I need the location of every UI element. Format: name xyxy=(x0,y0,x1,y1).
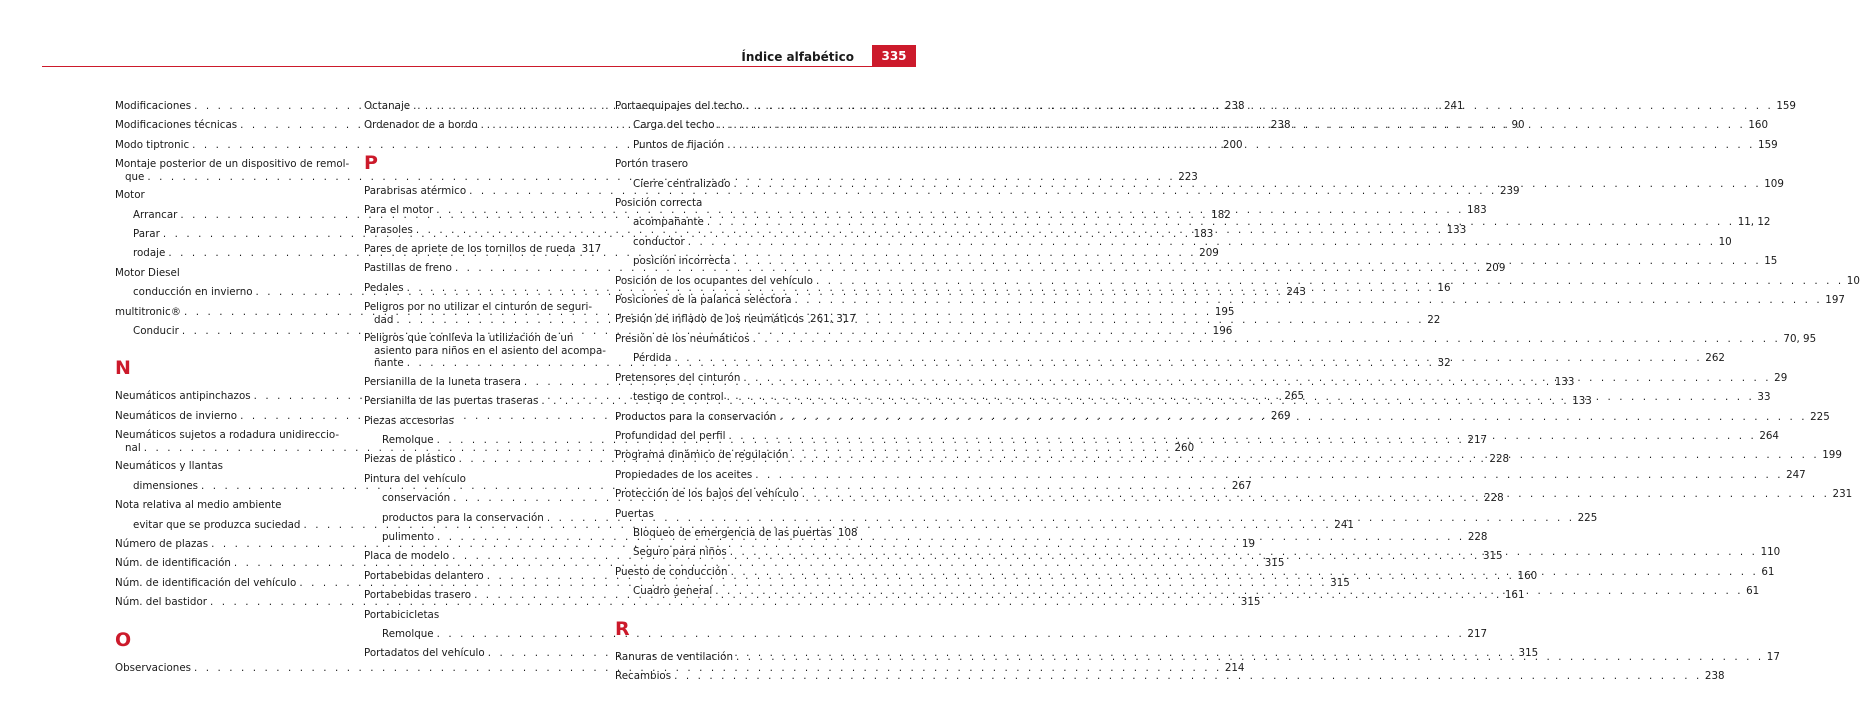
page-number: 335 xyxy=(881,49,907,63)
index-entry-row xyxy=(615,310,856,329)
index-page-ref: 183 xyxy=(1467,204,1487,217)
index-entry-text-line: Montaje posterior de un dispositivo de remol- xyxy=(115,158,350,171)
index-page-ref: 133 xyxy=(1572,395,1592,408)
index-page-ref: 61 xyxy=(1746,585,1760,598)
index-entry-text: productos para la conservación xyxy=(382,511,544,524)
index-page-ref: 209 xyxy=(1199,247,1219,260)
index-entry-text: Octanaje xyxy=(364,100,411,112)
index-entry-row xyxy=(382,625,1488,644)
index-entry-text: Profundidad del perfil xyxy=(615,429,726,442)
index-page-ref: 109 xyxy=(1764,177,1784,190)
leader-dots xyxy=(733,175,1761,194)
index-page-ref: 61 xyxy=(1761,565,1775,578)
index-entry-row xyxy=(115,441,1195,455)
index-page-ref: 159 xyxy=(1776,100,1796,112)
index-entry-text: conservación xyxy=(382,492,451,505)
leader-dots xyxy=(816,272,1844,291)
index-page-ref: 90 xyxy=(1511,119,1525,132)
index-entry-text: Núm. de identificación xyxy=(115,557,231,570)
index-entry-text: Cierre centralizado xyxy=(633,177,731,190)
index-entry-text: Portabebidas delantero xyxy=(364,569,484,582)
index-page-ref: 225 xyxy=(1810,410,1830,423)
index-heading: Neumáticos y llantas xyxy=(115,460,224,473)
index-page-ref: 16 xyxy=(1437,281,1451,294)
index-heading: Piezas accesorias xyxy=(364,414,454,427)
index-entry-text: Modo tiptronic xyxy=(115,138,190,151)
index-page-ref: 238 xyxy=(1224,100,1245,112)
index-page-ref: 11, 12 xyxy=(1737,216,1771,229)
index-page-ref: 161 xyxy=(1504,589,1525,602)
leader-dots xyxy=(727,136,1755,155)
index-page-ref: 17 xyxy=(1766,650,1780,663)
index-entry-text: rodaje xyxy=(133,247,166,260)
leader-dots xyxy=(437,625,1465,644)
leader-dots xyxy=(674,667,1702,686)
index-heading: Portón trasero xyxy=(615,158,689,171)
index-entry-text: Cuadro general xyxy=(633,585,713,598)
index-page-ref: 264 xyxy=(1759,429,1779,442)
index-page-ref: 315 xyxy=(1264,557,1285,570)
index-page-ref: 217 xyxy=(1467,628,1488,641)
index-page-ref: 217 xyxy=(1467,433,1488,446)
index-page-ref: 29 xyxy=(1774,371,1788,384)
index-page-ref: 315 xyxy=(1482,550,1503,563)
leader-dots xyxy=(729,427,1757,446)
leader-dots xyxy=(746,97,1774,116)
index-subentry xyxy=(615,524,858,543)
index-entry-text-line: asiento para niños en el asiento del acompa- xyxy=(374,344,606,357)
index-entry xyxy=(615,310,856,329)
leader-dots xyxy=(731,563,1759,582)
index-heading: Puertas xyxy=(615,507,654,520)
index-entry-text-cont: dad xyxy=(374,313,394,326)
index-entry-text: Portadatos del vehículo xyxy=(364,647,485,660)
index-page-ref: 269 xyxy=(1270,409,1291,422)
index-entry-text: acompañante xyxy=(633,216,704,229)
index-entry-text: Remolque xyxy=(382,433,434,446)
index-entry-text: Parabrisas atérmico xyxy=(364,184,467,197)
index-entry-text: Puntos de fijación xyxy=(633,138,725,151)
index-entry-text: Remolque xyxy=(382,628,434,641)
index-page-ref: 238 xyxy=(1704,669,1725,682)
leader-dots xyxy=(733,252,1761,271)
index-page-ref: 315 xyxy=(1518,647,1539,660)
index-page-ref: 10 xyxy=(1718,235,1732,248)
index-entry-text: Pedales xyxy=(364,281,404,294)
leader-dots xyxy=(779,408,1807,427)
index-entry-text: Portaequipajes del techo xyxy=(615,100,743,112)
index-entry xyxy=(615,466,1806,485)
section-letter: O xyxy=(115,628,132,651)
index-page-ref: 32 xyxy=(1437,357,1451,370)
index-entry-text: Protección de los bajos del vehículo xyxy=(615,488,799,501)
leader-dots xyxy=(715,582,1743,601)
index-heading: Portabicicletas xyxy=(364,608,440,621)
index-page-ref: 315 xyxy=(1330,576,1350,589)
index-page-ref: 317 xyxy=(581,243,602,256)
header-rule xyxy=(42,66,872,67)
index-entry-text: Productos para la conservación xyxy=(615,410,777,423)
index-page-ref: 223 xyxy=(1178,170,1198,183)
index-entry-text: Placa de modelo xyxy=(364,550,450,563)
index-entry-row xyxy=(633,524,858,543)
index-entry-text: Para el motor xyxy=(364,204,434,217)
leader-dots xyxy=(795,291,1823,310)
index-entry-text: Posiciones de la palanca selectora xyxy=(615,294,792,307)
header-title: Índice alfabético xyxy=(741,50,854,64)
index-page-ref: 262 xyxy=(1705,352,1725,365)
index-page-ref: 260 xyxy=(1174,441,1195,454)
index-entry-text: Portabebidas trasero xyxy=(364,589,472,602)
index-entry-text: Persianilla de la luneta trasera xyxy=(364,375,521,388)
index-heading: Pintura del vehículo xyxy=(364,472,466,485)
index-entry-text: pulimento xyxy=(382,531,435,543)
index-page-ref: 315 xyxy=(1240,596,1261,609)
index-entry-text: testigo de control xyxy=(633,391,724,404)
index-entry-text: dimensiones xyxy=(133,479,199,492)
leader-dots xyxy=(396,314,1424,326)
leader-dots xyxy=(718,116,1746,135)
index-page-ref: 261, 317 xyxy=(810,313,856,326)
index-page-ref: 238 xyxy=(1270,119,1291,132)
index-entry-text: Observaciones xyxy=(115,661,192,674)
index-page-ref: 231 xyxy=(1832,488,1853,501)
index-entry-text: Núm. del bastidor xyxy=(115,596,207,609)
index-page-ref: 22 xyxy=(1427,313,1441,326)
index-entry-text: Pretensores del cinturón xyxy=(615,371,741,384)
index-entry-text: Número de plazas xyxy=(115,537,209,550)
index-entry-text-cont: nal xyxy=(125,441,141,454)
index-page-ref: 241 xyxy=(1334,518,1354,531)
index-page-ref: 15 xyxy=(1764,255,1778,268)
index-entry-text: Modificaciones técnicas xyxy=(115,119,238,132)
index-page-ref: 108 xyxy=(837,526,858,539)
index-entry-text: Pérdida xyxy=(633,352,672,365)
index-page-ref: 196 xyxy=(1212,325,1233,338)
index-page-ref: 265 xyxy=(1284,390,1305,403)
leader-dots xyxy=(743,369,1771,388)
index-heading: Nota relativa al medio ambiente xyxy=(115,499,282,512)
index-entry-text-line: Peligros que conlleva la utilización de un xyxy=(364,332,574,345)
index-page-ref: 228 xyxy=(1467,531,1488,543)
index-page-ref: 19 xyxy=(1241,537,1256,550)
index-entry-text: Pares de apriete de los tornillos de rueda xyxy=(364,243,576,256)
index-entry-text: Piezas de plástico xyxy=(364,453,456,466)
index-entry xyxy=(364,240,601,259)
index-page-ref: 200 xyxy=(1222,138,1243,151)
index-entry-text: evitar que se produzca suciedad xyxy=(133,518,301,531)
section-letter: N xyxy=(115,357,131,380)
index-page-ref: 10 xyxy=(1846,274,1860,287)
page-number-badge xyxy=(872,45,916,67)
index-heading: Posición correcta xyxy=(615,197,703,210)
index-page-ref: 239 xyxy=(1499,184,1520,197)
index-page-ref: 195 xyxy=(1214,305,1235,318)
leader-dots xyxy=(753,330,1781,349)
index-entry-text: Neumáticos antipinchazos xyxy=(115,390,251,403)
index-page-ref: 197 xyxy=(1825,294,1845,307)
index-entry-text: Núm. de identificación del vehículo xyxy=(115,576,297,589)
index-page-ref: 110 xyxy=(1760,546,1781,559)
index-entry-text: Programa dinámico de regulación xyxy=(615,449,789,462)
index-page-ref: 160 xyxy=(1748,119,1768,132)
index-page-ref: 70, 95 xyxy=(1783,332,1817,345)
index-page-ref: 209 xyxy=(1485,262,1506,275)
index-entry-text-cont: que xyxy=(125,170,145,183)
index-entry-text: Arrancar xyxy=(133,208,178,221)
leader-dots xyxy=(730,543,1758,562)
leader-dots xyxy=(727,388,1755,407)
index-page-ref: 133 xyxy=(1446,223,1467,236)
index-entry-text: multitronic® xyxy=(115,305,182,318)
index-entry-row xyxy=(364,240,601,259)
index-entry-row xyxy=(615,466,1806,485)
index-page-ref: 199 xyxy=(1822,449,1842,462)
index-entry-text: Ranuras de ventilación xyxy=(615,650,733,663)
index-entry-text: Presión de inflado de los neumáticos xyxy=(615,313,805,326)
index-page-ref: 228 xyxy=(1483,492,1504,505)
index-entry-text: Conducir xyxy=(133,325,179,338)
index-page-ref: 267 xyxy=(1231,479,1252,492)
index-entry-text: conductor xyxy=(633,235,685,248)
leader-dots xyxy=(736,648,1764,667)
index-entry-text-cont: ñante xyxy=(374,357,404,370)
index-entry-text: Carga del techo xyxy=(633,119,715,132)
leader-dots xyxy=(707,213,1735,232)
index-entry-text: Puesto de conducción xyxy=(615,565,728,578)
index-entry-text: Neumáticos de invierno xyxy=(115,409,238,422)
index-heading: Motor xyxy=(115,189,145,202)
index-entry-text: Parar xyxy=(133,228,160,241)
index-page-ref: 160 xyxy=(1517,569,1538,582)
index-entry-text: Modificaciones xyxy=(115,100,192,112)
index-page-ref: 182 xyxy=(1211,208,1231,221)
index-entry-text: posición incorrecta xyxy=(633,255,731,268)
index-entry-text: Persianilla de las puertas traseras xyxy=(364,395,539,408)
index-page-ref: 241 xyxy=(1443,100,1464,112)
index-page-ref: 225 xyxy=(1577,511,1598,524)
index-page-ref: 183 xyxy=(1193,228,1214,241)
index-heading: Motor Diesel xyxy=(115,266,180,279)
index-page-ref: 133 xyxy=(1554,375,1575,388)
index-entry-text: Presión de los neumáticos xyxy=(615,332,750,345)
index-entry-text: conducción en invierno xyxy=(133,286,253,299)
leader-dots xyxy=(755,466,1783,485)
index-entry-text: Seguro para niños xyxy=(633,546,727,559)
leader-dots xyxy=(802,485,1830,504)
index-entry-text: Pastillas de freno xyxy=(364,262,452,275)
index-entry-text: Propiedades de los aceites xyxy=(615,468,753,481)
index-entry-text-line: Peligros por no utilizar el cinturón de seguri- xyxy=(364,301,593,314)
index-entry-text: Parasoles xyxy=(364,223,413,236)
leader-dots xyxy=(674,349,1702,368)
index-entry-text: Bloqueo de emergencia de las puertas xyxy=(633,526,832,539)
section-letter: P xyxy=(364,151,378,174)
index-page-ref: 33 xyxy=(1757,391,1771,404)
index-entry-text: Ordenador de a bordo xyxy=(364,119,478,132)
leader-dots xyxy=(688,233,1716,252)
index-page-ref: 228 xyxy=(1489,453,1510,466)
index-page-ref: 243 xyxy=(1286,286,1306,299)
index-subentry xyxy=(364,625,1488,644)
section-letter: R xyxy=(615,617,630,640)
leader-dots xyxy=(791,446,1819,465)
index-entry-text-line: Neumáticos sujetos a rodadura unidireccio- xyxy=(115,429,340,442)
index-page-ref: 247 xyxy=(1786,468,1806,481)
index-page-ref: 214 xyxy=(1224,661,1245,674)
index-entry-text: Posición de los ocupantes del vehículo xyxy=(615,274,813,287)
index-page-ref: 159 xyxy=(1758,138,1778,151)
index-entry-text: Recambios xyxy=(615,669,672,682)
